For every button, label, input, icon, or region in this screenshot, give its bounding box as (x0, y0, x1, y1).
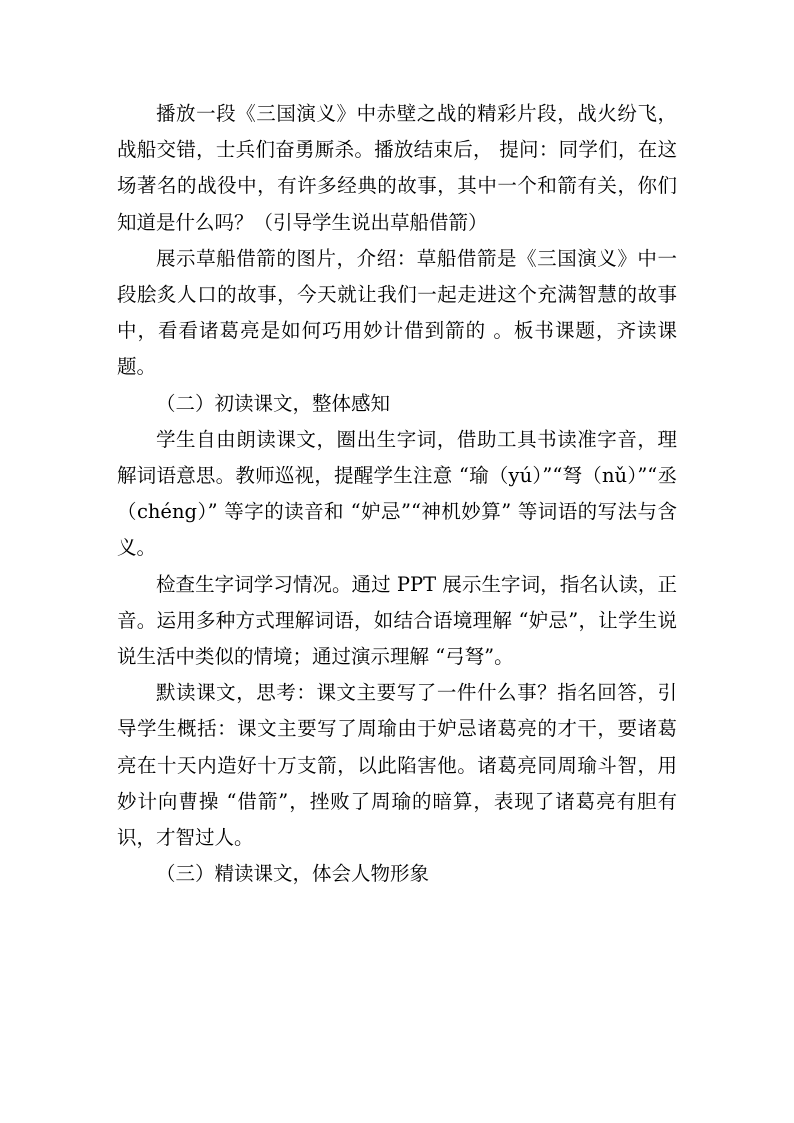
section-heading-first-reading: （二）初读课文，整体感知 (156, 391, 391, 415)
section-heading-close-reading: （三）精读课文，体会人物形象 (156, 862, 430, 886)
paragraph-intro-video: 播放一段《三国演义》中赤壁之战的精彩片段，战火纷飞，战船交错，士兵们奋勇厮杀。播放结束后， 提问：同学们，在这场著名的战役中，有许多经典的故事，其中一个和箭有关，你们知道是什么吗？（引导学生说出草船借箭） (117, 102, 677, 234)
paragraph-silent-reading: 默读课文，思考：课文主要写了一件什么事？指名回答，引导学生概括：课文主要写了周瑜由于妒忌诸葛亮的才干，要诸葛亮在十天内造好十万支箭，以此陷害他。诸葛亮同周瑜斗智，用妙计向曹操 “借箭”，挫败了周瑜的暗算，表现了诸葛亮有胆有识，才智过人。 (117, 681, 677, 850)
paragraph-free-reading: 学生自由朗读课文，圈出生字词，借助工具书读准字音，理解词语意思。教师巡视，提醒学生注意 “瑜（yú）”“弩（nǔ）”“丞（chéng）” 等字的读音和 “妒忌”“神机妙算” 等词语的写法与含义。 (117, 427, 677, 560)
paragraph-show-picture: 展示草船借箭的图片，介绍：草船借箭是《三国演义》中一段脍炙人口的故事，今天就让我们一起走进这个充满智慧的故事中，看看诸葛亮是如何巧用妙计借到箭的 。板书课题，齐读课题。 (117, 246, 677, 379)
paragraph-check-vocabulary: 检查生字词学习情况。通过 PPT 展示生字词，指名认读，正音。运用多种方式理解词语，如结合语境理解 “妒忌”，让学生说说生活中类似的情境；通过演示理解 “弓弩”。 (117, 572, 677, 669)
document-page (117, 96, 677, 892)
